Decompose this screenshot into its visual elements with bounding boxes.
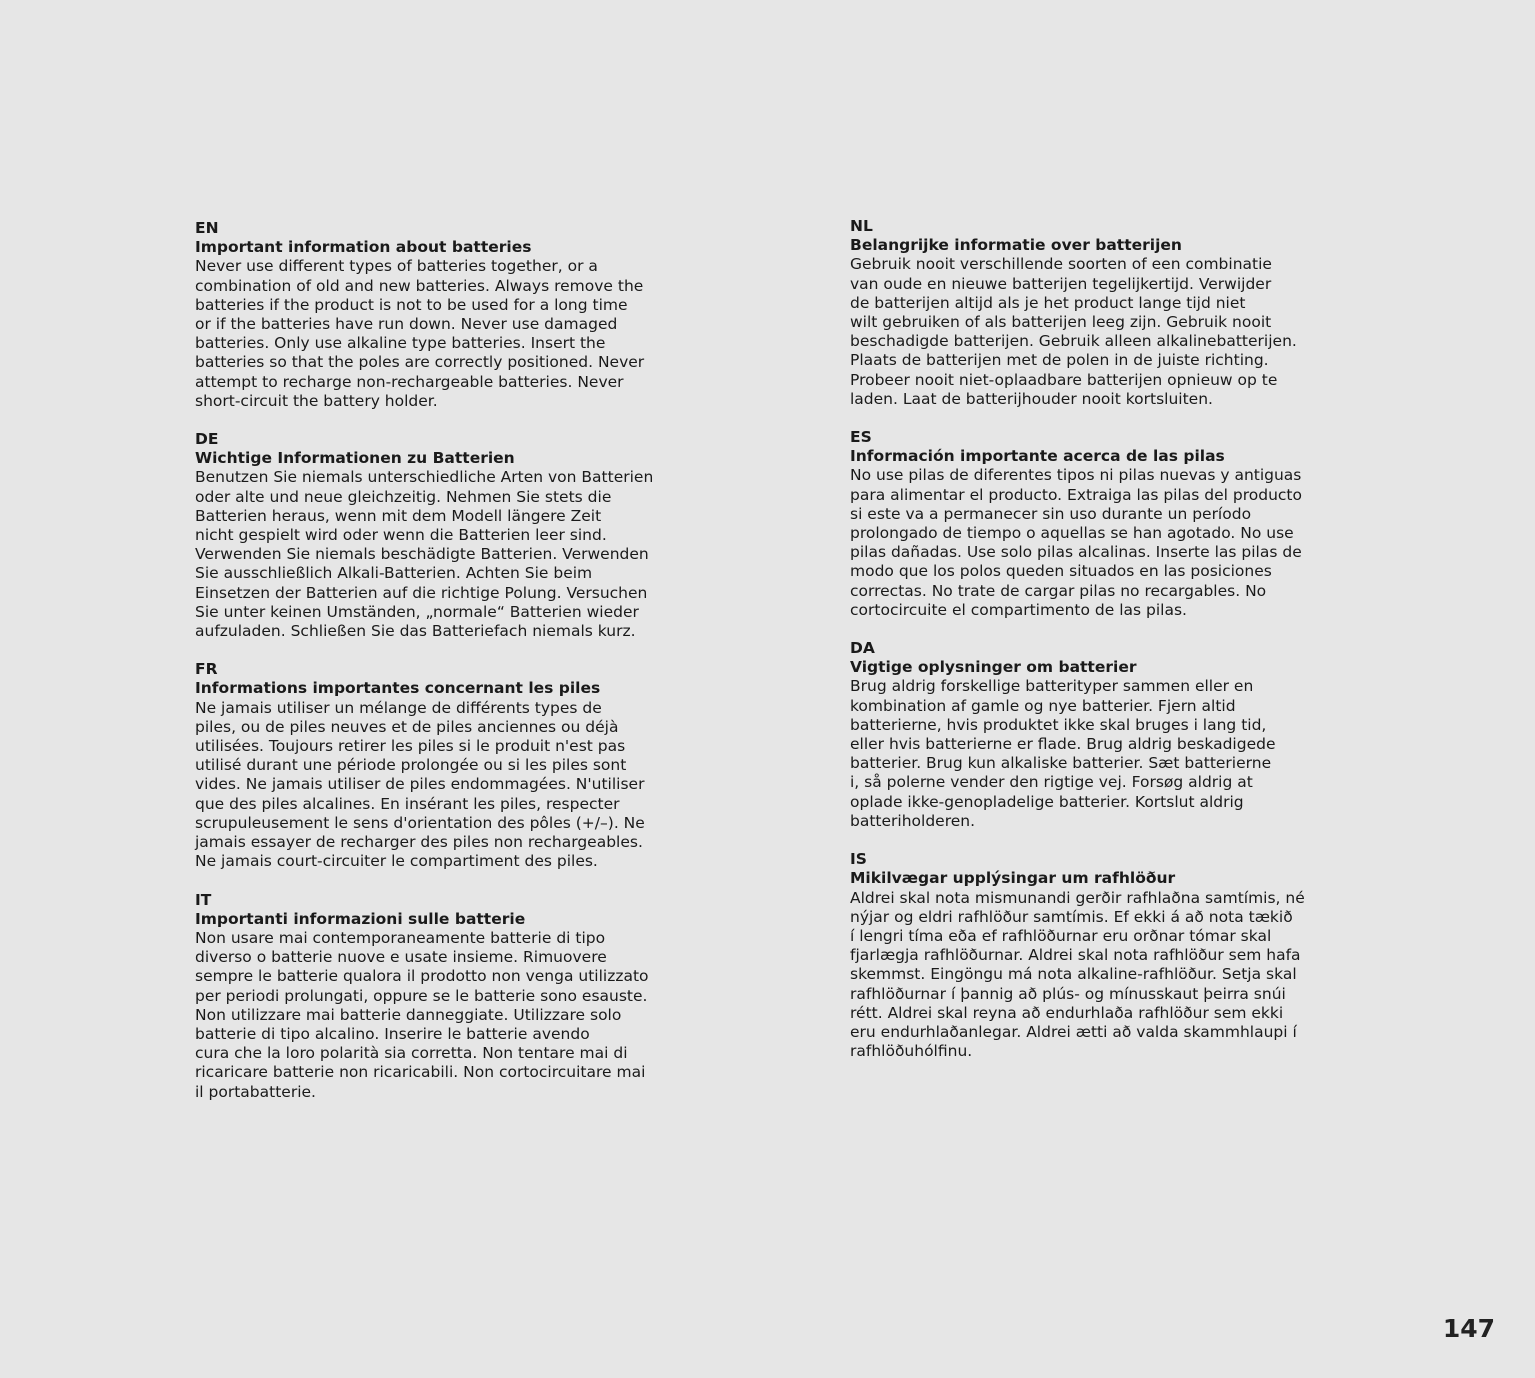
language-code: FR [195, 660, 218, 679]
body-line: cortocircuite el compartimento de las pilas. [850, 600, 1187, 619]
body-line: rafhlöðuhólfinu. [850, 1042, 973, 1061]
body-line: prolongado de tiempo o aquellas se han agotado. No use [850, 524, 1294, 543]
section-body [850, 677, 1330, 831]
body-line: rafhlöðurnar í þannig að plús- og mínusskaut þeirra snúi [850, 984, 1286, 1003]
section-body [195, 929, 675, 1102]
body-line: para alimentar el producto. Extraiga las pilas del producto [850, 485, 1302, 504]
body-line: fjarlægja rafhlöðurnar. Aldrei skal nota rafhlöður sem hafa [850, 946, 1301, 965]
section-da [850, 639, 1330, 831]
body-line: short-circuit the battery holder. [195, 391, 438, 410]
body-line: í lengri tíma eða ef rafhlöðurnar eru orðnar tómar skal [850, 926, 1272, 945]
language-code: IT [195, 890, 212, 909]
body-line: No use pilas de diferentes tipos ni pilas nuevas y antiguas [850, 466, 1302, 485]
section-body [195, 699, 675, 872]
language-code: DE [195, 430, 219, 449]
section-en [195, 219, 675, 411]
body-line: eru endurhlaðanlegar. Aldrei ætti að valda skammhlaupi í [850, 1022, 1297, 1041]
body-line: utilisées. Toujours retirer les piles si le produit n'est pas [195, 737, 626, 756]
body-line: ricaricare batterie non ricaricabili. Non cortocircuitare mai [195, 1063, 646, 1082]
section-heading: Información importante acerca de las pilas [850, 447, 1225, 466]
body-line: Batterien heraus, wenn mit dem Modell längere Zeit [195, 506, 602, 525]
section-body [850, 255, 1330, 409]
body-line: il portabatterie. [195, 1082, 316, 1101]
page-number: 147 [1442, 1314, 1495, 1343]
body-line: Ne jamais utiliser un mélange de différents types de [195, 698, 602, 717]
section-heading: Important information about batteries [195, 238, 532, 257]
body-line: rétt. Aldrei skal reyna að endurhlaða rafhlöður sem ekki [850, 1003, 1284, 1022]
language-code: NL [850, 217, 873, 235]
body-line: attempt to recharge non-rechargeable batteries. Never [195, 372, 624, 391]
section-fr [195, 660, 675, 871]
section-it [195, 891, 675, 1102]
body-line: Aldrei skal nota mismunandi gerðir rafhlaðna samtímis, né [850, 888, 1305, 907]
body-line: or if the batteries have run down. Never use damaged [195, 315, 618, 334]
section-heading: Vigtige oplysninger om batterier [850, 658, 1137, 677]
body-line: skemmst. Eingöngu má nota alkaline-rafhlöður. Setja skal [850, 965, 1297, 984]
body-line: batterie di tipo alcalino. Inserire le batterie avendo [195, 1024, 590, 1043]
body-line: que des piles alcalines. En insérant les piles, respecter [195, 794, 620, 813]
body-line: aufzuladen. Schließen Sie das Batteriefach niemals kurz. [195, 622, 636, 641]
body-line: jamais essayer de recharger des piles non rechargeables. [195, 833, 643, 852]
section-de [195, 430, 675, 641]
section-body [850, 889, 1330, 1062]
body-line: wilt gebruiken of als batterijen leeg zijn. Gebruik nooit [850, 313, 1272, 332]
body-line: vides. Ne jamais utiliser de piles endommagées. N'utiliser [195, 775, 645, 794]
section-heading: Wichtige Informationen zu Batterien [195, 449, 515, 468]
body-line: Gebruik nooit verschillende soorten of een combinatie [850, 255, 1272, 274]
body-line: Ne jamais court-circuiter le compartiment des piles. [195, 852, 598, 871]
body-line: Einsetzen der Batterien auf die richtige Polung. Versuchen [195, 583, 648, 602]
section-is [850, 850, 1330, 1061]
body-line: pilas dañadas. Use solo pilas alcalinas. Inserte las pilas de [850, 543, 1302, 562]
right-column [850, 217, 1330, 1080]
body-line: oplade ikke-genopladelige batterier. Kortslut aldrig [850, 792, 1244, 811]
section-nl [850, 217, 1330, 409]
body-line: sempre le batterie qualora il prodotto non venga utilizzato [195, 967, 649, 986]
body-line: eller hvis batterierne er flade. Brug aldrig beskadigede [850, 735, 1276, 754]
section-heading: Mikilvægar upplýsingar um rafhlöður [850, 869, 1176, 888]
body-line: Verwenden Sie niemals beschädigte Batterien. Verwenden [195, 545, 649, 564]
body-line: Plaats de batterijen met de polen in de juiste richting. [850, 351, 1269, 370]
body-line: beschadigde batterijen. Gebruik alleen alkalinebatterijen. [850, 332, 1297, 351]
body-line: kombination af gamle og nye batterier. Fjern altid [850, 696, 1236, 715]
body-line: Non usare mai contemporaneamente batterie di tipo [195, 928, 606, 947]
body-line: cura che la loro polarità sia corretta. Non tentare mai di [195, 1044, 628, 1063]
body-line: Non utilizzare mai batterie danneggiate. Utilizzare solo [195, 1005, 622, 1024]
body-line: piles, ou de piles neuves et de piles anciennes ou déjà [195, 717, 619, 736]
section-body [195, 257, 675, 411]
section-body [195, 468, 675, 641]
body-line: batterier. Brug kun alkaliske batterier. Sæt batterierne [850, 754, 1272, 773]
body-line: diverso o batterie nuove e usate insieme. Rimuovere [195, 948, 607, 967]
language-code: EN [195, 219, 219, 237]
body-line: per periodi prolungati, oppure se le batterie sono esauste. [195, 986, 648, 1005]
body-line: Brug aldrig forskellige batterityper sammen eller en [850, 677, 1254, 696]
body-line: batterierne, hvis produktet ikke skal bruges i lang tid, [850, 715, 1267, 734]
body-line: Never use different types of batteries together, or a [195, 257, 598, 276]
body-line: Benutzen Sie niemals unterschiedliche Arten von Batterien [195, 468, 654, 487]
body-line: scrupuleusement le sens d'orientation des pôles (+/–). Ne [195, 813, 645, 832]
left-column [195, 219, 675, 1121]
body-line: Sie unter keinen Umständen, „normale“ Batterien wieder [195, 602, 639, 621]
body-line: laden. Laat de batterijhouder nooit kortsluiten. [850, 389, 1213, 408]
section-heading: Importanti informazioni sulle batterie [195, 909, 526, 928]
section-es [850, 428, 1330, 620]
body-line: combination of old and new batteries. Always remove the [195, 276, 644, 295]
body-line: batteries. Only use alkaline type batteries. Insert the [195, 334, 606, 353]
section-body [850, 466, 1330, 620]
body-line: van oude en nieuwe batterijen tegelijkertijd. Verwijder [850, 274, 1272, 293]
body-line: nicht gespielt wird oder wenn die Batterien leer sind. [195, 526, 607, 545]
body-line: modo que los polos queden situados en las posiciones [850, 562, 1272, 581]
language-code: DA [850, 639, 875, 658]
section-heading: Belangrijke informatie over batterijen [850, 236, 1182, 255]
body-line: Probeer nooit niet-oplaadbare batterijen opnieuw op te [850, 370, 1278, 389]
body-line: batteriholderen. [850, 811, 976, 830]
body-line: nýjar og eldri rafhlöður samtímis. Ef ekki á að nota tækið [850, 907, 1293, 926]
body-line: batteries if the product is not to be used for a long time [195, 295, 628, 314]
language-code: ES [850, 428, 872, 447]
section-heading: Informations importantes concernant les piles [195, 679, 601, 698]
language-code: IS [850, 850, 867, 869]
body-line: i, så polerne vender den rigtige vej. Forsøg aldrig at [850, 773, 1253, 792]
body-line: correctas. No trate de cargar pilas no recargables. No [850, 581, 1267, 600]
body-line: Sie ausschließlich Alkali-Batterien. Achten Sie beim [195, 564, 593, 583]
body-line: de batterijen altijd als je het product lange tijd niet [850, 293, 1246, 312]
body-line: batteries so that the poles are correctly positioned. Never [195, 353, 645, 372]
body-line: si este va a permanecer sin uso durante un período [850, 504, 1252, 523]
body-line: utilisé durant une période prolongée ou si les piles sont [195, 756, 627, 775]
body-line: oder alte und neue gleichzeitig. Nehmen Sie stets die [195, 487, 612, 506]
